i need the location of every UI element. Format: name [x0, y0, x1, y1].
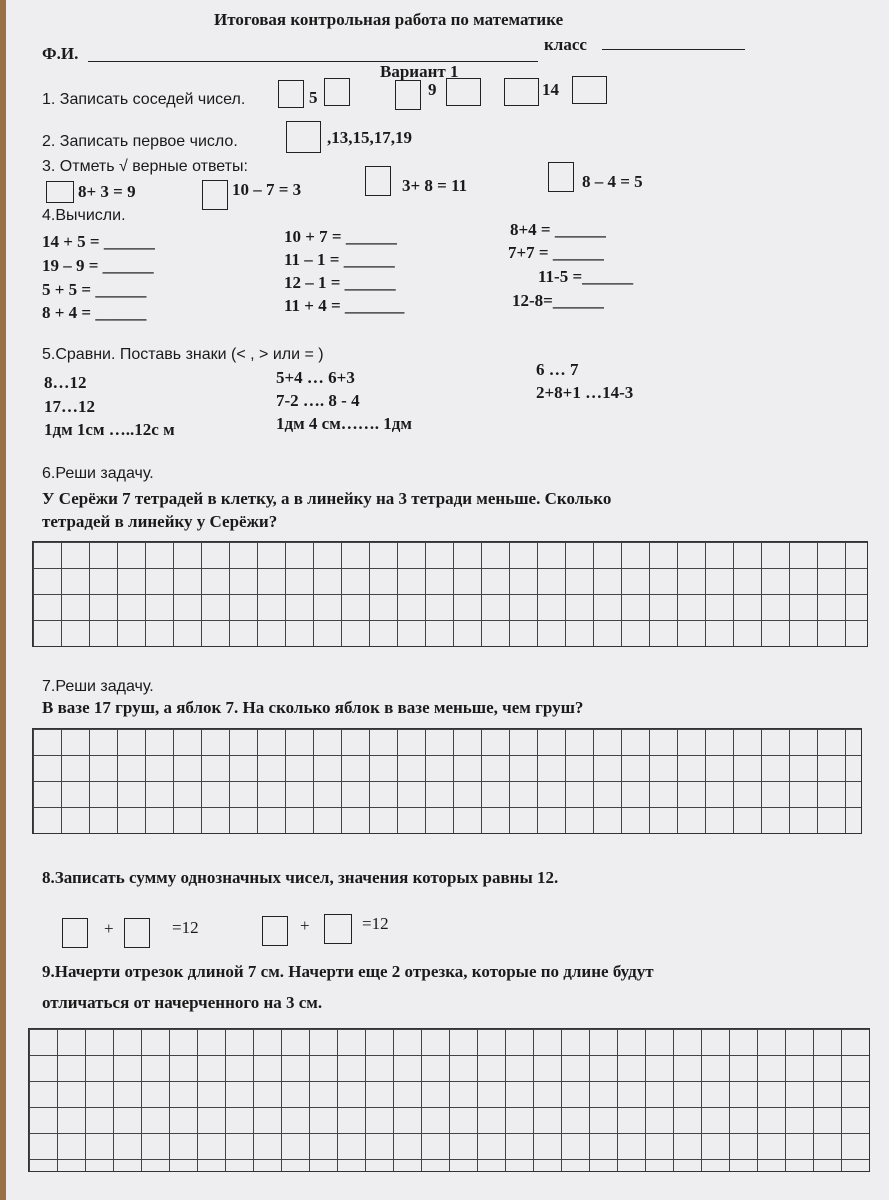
q1-box-5[interactable] [504, 78, 539, 106]
q1-number-1: 5 [309, 88, 318, 107]
q8-eq-2: =12 [362, 914, 389, 933]
q6-problem-line2: тетрадей в линейку у Серёжи? [42, 512, 278, 531]
q5-c1-3: 1дм 1см …..12с м [44, 420, 175, 439]
q4-c3-1: 8+4 = ______ [510, 220, 606, 239]
q5-c1-1: 8…12 [44, 373, 87, 392]
q7-answer-grid[interactable] [32, 728, 862, 834]
q3-checkbox-1[interactable] [46, 181, 74, 203]
q1-box-6[interactable] [572, 76, 607, 104]
q4-c2-2: 11 – 1 = ______ [284, 250, 395, 269]
name-label: Ф.И. [42, 44, 79, 63]
q8-box-2[interactable] [124, 918, 150, 948]
q5-c2-2: 7-2 …. 8 - 4 [276, 391, 360, 410]
q4-c2-3: 12 – 1 = ______ [284, 273, 396, 292]
q4-c3-2: 7+7 = ______ [508, 243, 604, 262]
q5-c2-3: 1дм 4 см……. 1дм [276, 414, 412, 433]
q1-box-2[interactable] [324, 78, 350, 106]
q1-box-4[interactable] [446, 78, 481, 106]
q5-c3-1: 6 … 7 [536, 360, 579, 379]
page-title: Итоговая контрольная работа по математике [214, 10, 564, 29]
q6-answer-grid[interactable] [32, 541, 868, 647]
q3-option-4: 8 – 4 = 5 [582, 172, 643, 191]
class-field[interactable] [602, 49, 745, 50]
q7-text: 7.Реши задачу. [42, 678, 154, 695]
q5-c1-2: 17…12 [44, 397, 95, 416]
q3-checkbox-3[interactable] [365, 166, 391, 196]
q3-checkbox-4[interactable] [548, 162, 574, 192]
q8-eq-1: =12 [172, 918, 199, 937]
q4-c1-4: 8 + 4 = ______ [42, 303, 147, 322]
q1-text: 1. Записать соседей чисел. [42, 91, 246, 108]
q8-box-1[interactable] [62, 918, 88, 948]
q1-number-2: 9 [428, 80, 437, 99]
name-field[interactable] [88, 61, 538, 62]
q8-box-4[interactable] [324, 914, 352, 944]
q4-c1-2: 19 – 9 = ______ [42, 256, 154, 275]
q4-c2-1: 10 + 7 = ______ [284, 227, 397, 246]
q1-box-1[interactable] [278, 80, 304, 108]
q4-c1-1: 14 + 5 = ______ [42, 232, 155, 251]
worksheet-paper [6, 0, 889, 1200]
q2-text: 2. Записать первое число. [42, 133, 238, 150]
q4-text: 4.Вычисли. [42, 207, 126, 224]
q3-checkbox-2[interactable] [202, 180, 228, 210]
variant-label: Вариант 1 [380, 62, 459, 81]
q6-problem-line1: У Серёжи 7 тетрадей в клетку, а в линейку на 3 тетради меньше. Сколько [42, 489, 612, 508]
q5-c2-1: 5+4 … 6+3 [276, 368, 355, 387]
q5-text: 5.Сравни. Поставь знаки (< , > или = ) [42, 346, 324, 363]
q4-c3-4: 12-8=______ [512, 291, 604, 310]
q1-number-3: 14 [542, 80, 559, 99]
q6-text: 6.Реши задачу. [42, 465, 154, 482]
q3-option-1: 8+ 3 = 9 [78, 182, 136, 201]
q9-answer-grid[interactable] [28, 1028, 870, 1172]
q3-option-2: 10 – 7 = 3 [232, 180, 302, 199]
q7-problem: В вазе 17 груш, а яблок 7. На сколько яблок в вазе меньше, чем груш? [42, 698, 584, 717]
q8-plus-1: + [104, 919, 114, 938]
q4-c2-4: 11 + 4 = _______ [284, 296, 405, 315]
q8-text: 8.Записать сумму однозначных чисел, значения которых равны 12. [42, 868, 559, 887]
q5-c3-2: 2+8+1 …14-3 [536, 383, 634, 402]
q1-box-3[interactable] [395, 80, 421, 110]
q3-option-3: 3+ 8 = 11 [402, 176, 468, 195]
q9-line1: 9.Начерти отрезок длиной 7 см. Начерти еще 2 отрезка, которые по длине будут [42, 962, 654, 981]
q8-plus-2: + [300, 916, 310, 935]
q4-c1-3: 5 + 5 = ______ [42, 280, 147, 299]
class-label: класс [544, 35, 587, 54]
q9-line2: отличаться от начерченного на 3 см. [42, 993, 323, 1012]
q2-sequence: ,13,15,17,19 [327, 128, 412, 147]
q4-c3-3: 11-5 =______ [538, 267, 634, 286]
q8-box-3[interactable] [262, 916, 288, 946]
q3-text: 3. Отметь √ верные ответы: [42, 158, 248, 175]
q2-box[interactable] [286, 121, 321, 153]
